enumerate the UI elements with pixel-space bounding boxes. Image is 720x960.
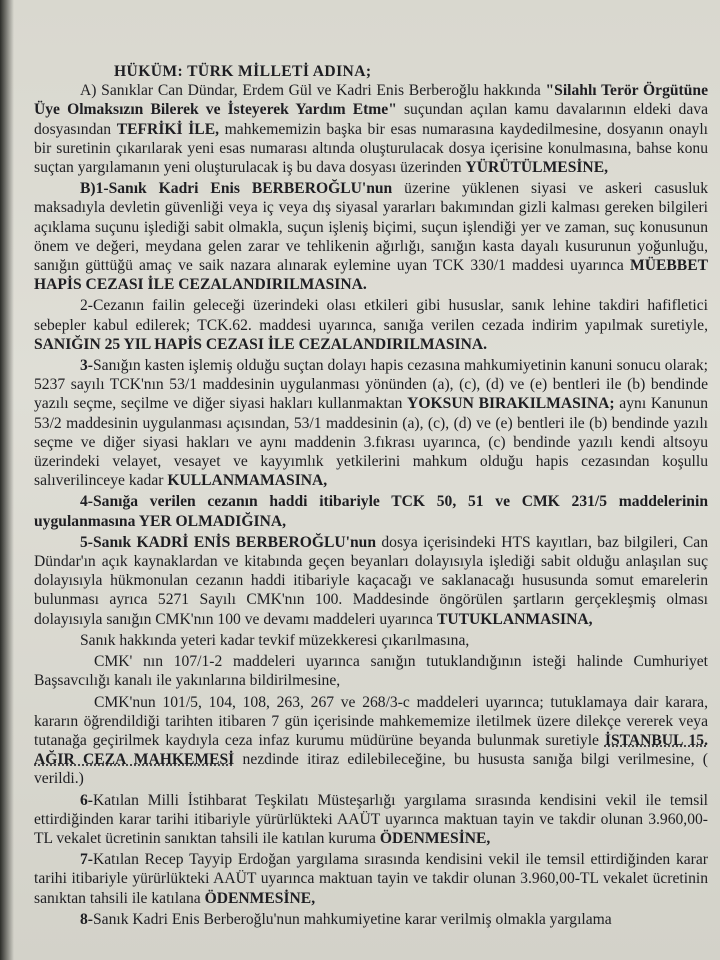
paragraph-b1 bbox=[34, 179, 708, 294]
paragraph-4 bbox=[34, 492, 708, 530]
paragraph-9 bbox=[34, 791, 708, 849]
text: Katılan Milli İstihbarat Teşkilatı Müsteşarlığı yargılama sırasında kendisini vekil ile temsil ettirdiğinden karar tarihi itibariyle yürürlükteki AAÜT uyarınca maktuan tayin ve takdir olunan 3.960,00-TL vekalet ücretinin sanıktan tahsili ile katılan kuruma bbox=[34, 791, 708, 847]
sentence-text: SANIĞIN 25 YIL HAPİS CEZASI İLE CEZALANDIRILMASINA. bbox=[34, 335, 488, 353]
document-body bbox=[34, 62, 708, 931]
defendant-name: B)1-Sanık Kadri Enis BERBEROĞLU'nun bbox=[80, 180, 393, 198]
paragraph-5 bbox=[34, 533, 708, 629]
item-number: 7- bbox=[80, 851, 93, 869]
text: Katılan Recep Tayyip Erdoğan yargılama sırasında kendisini vekil ile temsil ettirdiğinden karar tarihi itibariyle yürürlükteki AAÜT uyarınca maktuan tayin ve takdir olunan 3.960,00-TL vekalet ücretinin sanıktan tahsili ile katılana bbox=[34, 851, 708, 907]
bold-text: KULLANMAMASINA, bbox=[167, 472, 328, 490]
sentence-text: MÜEBBET HAPİS CEZASI İLE CEZALANDIRILMASINA. bbox=[34, 257, 708, 294]
text: dosya içerisindeki HTS kayıtları, baz bilgileri, Can Dündar'ın açık kaynaklardan ve kitabında geçen beyanları dolayısıyla işlediği sabit olduğu anlaşılan suç dolayısıyla hükmonulan cezanın haddi itibariyle kaçacağı ve saklanacağı hususunda somut emarelerin bulunması ayrıca 5271 Sayılı CMK'nın 100. Maddesinde öngörülen şartların gerçekleşmiş olması dolayısıyla sanığın CMK'nın 100 ve devamı maddeleri uyarınca bbox=[34, 533, 708, 628]
paragraph-6: Sanık hakkında yeteri kadar tevkif müzekkeresi çıkarılmasına, bbox=[80, 631, 470, 649]
item-number: 8- bbox=[80, 910, 93, 928]
text: Sanığın kasten işlemiş olduğu suçtan dolayı hapis cezasına mahkumiyetinin kanuni sonucu olarak; 5237 sayılı TCK'nın 53/1 maddesinin uygulanması yönünden (a), (c), (d) ve (e) bentleri ile (b) bendinde yazılı seçme, seçilme ve diğer siyasi hakları kullanmaktan bbox=[34, 357, 708, 413]
charge-title: "Silahlı Terör Örgütüne Üye Olmaksızın Bilerek ve İsteyerek Yardım Etme" bbox=[34, 82, 708, 119]
item-number: 6- bbox=[80, 791, 93, 809]
item-number: 3- bbox=[80, 357, 93, 375]
paragraph-10 bbox=[34, 850, 708, 908]
bold-text: YÜRÜTÜLMESİNE, bbox=[465, 159, 608, 177]
text: 2-Cezanın failin geleceği üzerindeki olası etkileri gibi hususlar, sanık lehine takdiri hafifletici sebepler kabul edilerek; TCK.62. maddesi uyarınca, sanığa verilen cezada indirim yapılmak suretiyle, bbox=[34, 297, 708, 334]
bold-text: TUTUKLANMASINA, bbox=[436, 610, 593, 628]
paragraph-3 bbox=[34, 356, 708, 490]
text: aynı Kanunun 53/2 maddesinin uygulanması açısından, 53/1 maddesinin (a), (c), (d) ve (e) bentleri ile (b) bendinde yazılı seçme ve diğer siyasi hakları ve aynı maddenin 3.fıkrası uyarınca, (c) bendinde yazılı kendi altsoyu üzerindeki velayet, vesayet ve kayyımlık yetkilerini mahkum olduğu hapis cezasından koşullu salıverilinceye kadar bbox=[34, 395, 709, 490]
bold-text: ÖDENMESİNE, bbox=[379, 829, 491, 847]
court-name: İSTANBUL 15. AĞIR CEZA MAHKEMESİ bbox=[34, 731, 709, 769]
text: Sanık Kadri Enis Berberoğlu'nun mahkumiyetine karar verilmiş olmakla yargılama bbox=[93, 910, 612, 928]
paragraph-7: CMK' nın 107/1-2 maddeleri uyarınca sanığın tutuklandığının isteği halinde Cumhuriyet Başsavcılığı kanalı ile yakınlarına bildirilmesine, bbox=[34, 653, 708, 690]
bold-text: ÖDENMESİNE, bbox=[204, 889, 316, 907]
text: suçundan açılan kamu davalarının eldeki dava dosyasından bbox=[34, 101, 708, 138]
text: nezdinde itiraz edilebileceğine, bu hususta sanığa bilgi verilmesine, ( verildi.) bbox=[34, 751, 708, 788]
bold-text: TEFRİKİ İLE, bbox=[116, 120, 219, 138]
bold-text: 4-Sanığa verilen cezanın haddi itibariyle TCK 50, 51 ve CMK 231/5 maddelerinin uygulanmasına YER OLMADIĞINA, bbox=[34, 493, 708, 530]
defendant-name: 5-Sanık KADRİ ENİS BERBEROĞLU'nun bbox=[80, 533, 376, 551]
text: üzerine yüklenen siyasi ve askeri casusluk maksadıyla devletin güvenliği veya iç veya dış siyasal yararları bakımından gizli kalması gereken bilgileri açıklama suçunu işlediği sabit olmakla, suçun işleniş biçimi, suçun işlendiği yer ve zaman, suç konusunun önem ve değeri, meydana gelen zarar ve tehlikenin ağırlığı, sanığın kasta dayalı kusurunun yoğunluğu, sanığın güttüğü amaç ve saik nazara alınarak eylemine uyan TCK 330/1 maddesi uyarınca bbox=[34, 180, 708, 275]
text: CMK'nun 101/5, 104, 108, 263, 267 ve 268/3-c maddeleri uyarınca; tutuklamaya dair karara, kararın öğrendildiği tarihten itibaren 7 gün içerisinde mahkememize iletilmek üzere dilekçe vererek veya tutanağa geçirilmek kaydıyla ceza infaz kurumu müdürüne beyanda bulunmak suretiyle bbox=[34, 693, 708, 749]
paragraph-a bbox=[34, 81, 708, 177]
verdict-heading: HÜKÜM: TÜRK MİLLETİ ADINA; bbox=[114, 63, 372, 80]
paragraph-2 bbox=[34, 296, 708, 354]
bold-text: YOKSUN BIRAKILMASINA; bbox=[407, 395, 615, 413]
page-edge-shadow bbox=[0, 0, 14, 960]
paragraph-11 bbox=[34, 910, 708, 929]
text: mahkememizin başka bir esas numarasına kaydedilmesine, dosyanın onaylı bir suretinin çıkarılarak yeni esas numarası altında oluşturulacak dosya içerisine konulmasına, bahse konu suçtan yargılamanın yeni oluşturulacak iş bu dava dosyası üzerinden bbox=[34, 120, 708, 177]
text: A) Sanıklar Can Dündar, Erdem Gül ve Kadri Enis Berberoğlu hakkında bbox=[80, 82, 546, 100]
paragraph-8 bbox=[34, 693, 708, 789]
